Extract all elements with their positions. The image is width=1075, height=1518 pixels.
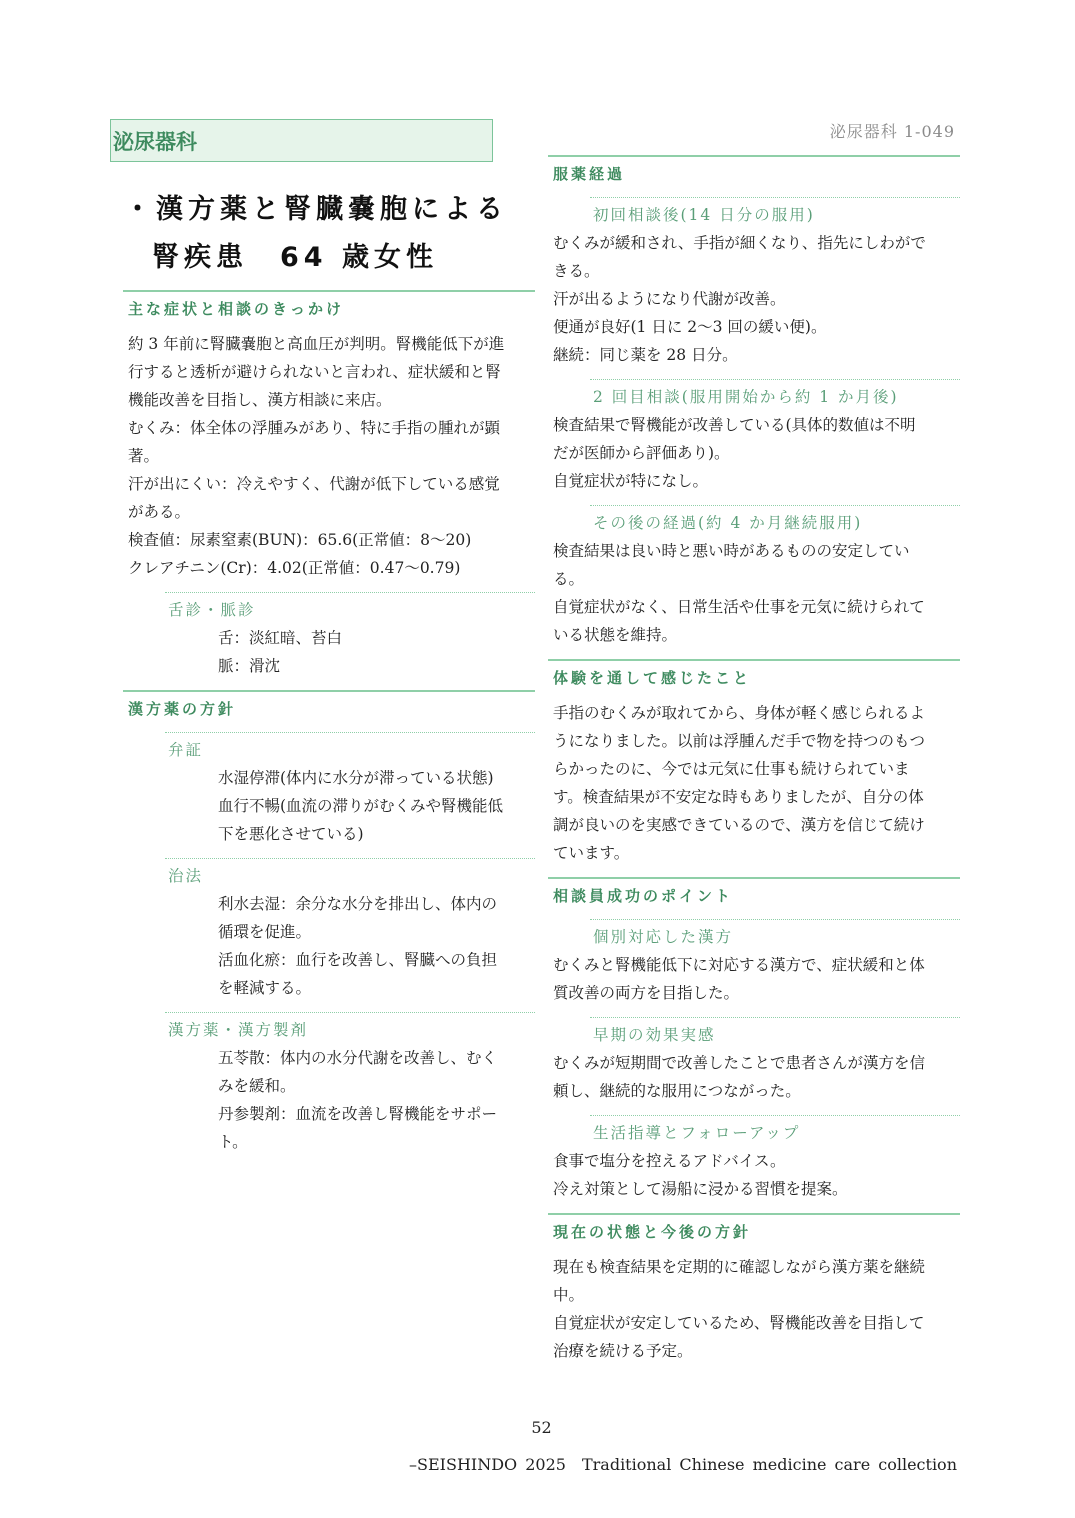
- subsection-heading-text: 治法: [168, 867, 204, 885]
- indented-line: 活血化瘀：血行を改善し、腎臓への負担: [218, 951, 498, 969]
- right-column: [548, 155, 960, 1365]
- body-line: クレアチニン(Cr)：4.02(正常値：0.47～0.79): [128, 559, 461, 577]
- section-heading: [123, 290, 535, 330]
- section-heading: [548, 155, 960, 195]
- section-heading-text: 体験を通して感じたこと: [553, 669, 752, 687]
- page-code: 泌尿器科 1-049: [829, 122, 955, 141]
- body-line: 約 3 年前に腎臓嚢胞と高血圧が判明。腎機能低下が進: [128, 335, 505, 353]
- indented-line: 五苓散：体内の水分代謝を改善し、むく: [218, 1049, 498, 1067]
- body-line: 検査結果で腎機能が改善している(具体的数値は不明: [553, 416, 916, 434]
- body-line: むくみ：体全体の浮腫みがあり、特に手指の腫れが顕: [128, 419, 501, 437]
- subsection-heading: [165, 592, 535, 624]
- subsection-heading-text: 漢方薬・漢方製剤: [168, 1021, 309, 1039]
- subsection-heading: [590, 919, 960, 951]
- indented-line: 丹参製剤：血流を改善し腎機能をサポー: [218, 1105, 498, 1123]
- section-heading: [548, 659, 960, 699]
- indented-line: 脈：滑沈: [218, 657, 281, 675]
- body-line: ています。: [553, 844, 630, 862]
- body-line: 著。: [128, 447, 160, 465]
- section-heading-text: 漢方薬の方針: [128, 700, 237, 718]
- subsection-heading-text: 初回相談後(14 日分の服用): [593, 206, 815, 224]
- section-heading-text: 服薬経過: [553, 165, 626, 183]
- body-line: 自覚症状が特になし。: [553, 472, 709, 490]
- body-line: むくみが緩和され、手指が細くなり、指先にしわがで: [553, 234, 926, 252]
- subsection-heading: [590, 1115, 960, 1147]
- indented-line: を軽減する。: [218, 979, 312, 997]
- body-line: むくみが短期間で改善したことで患者さんが漢方を信: [553, 1054, 926, 1072]
- body-line: 機能改善を目指し、漢方相談に来店。: [128, 391, 392, 409]
- subsection-heading: [165, 858, 535, 890]
- title-text-1: 漢方薬と腎臓嚢胞による: [156, 194, 508, 225]
- subsection-heading-text: 早期の効果実感: [593, 1026, 716, 1044]
- department-tab: [110, 119, 493, 162]
- subsection-heading: [165, 732, 535, 764]
- body-line: 汗が出にくい：冷えやすく、代謝が低下している感覚: [128, 475, 500, 493]
- page-number: 52: [531, 1418, 552, 1437]
- title-bullet: ・: [124, 194, 156, 225]
- body-line: 行すると透析が避けられないと言われ、症状緩和と腎: [128, 363, 501, 381]
- indented-line: みを緩和。: [218, 1077, 296, 1095]
- section-heading: [548, 1213, 960, 1253]
- body-line: す。検査結果が不安定な時もありましたが、自分の体: [553, 788, 924, 806]
- body-line: 中。: [553, 1286, 585, 1304]
- indented-line: ト。: [218, 1133, 248, 1151]
- body-line: 検査値：尿素窒素(BUN)：65.6(正常値：8～20): [128, 531, 472, 549]
- body-line: 手指のむくみが取れてから、身体が軽く感じられるよ: [553, 704, 926, 722]
- body-line: うになりました。以前は浮腫んだ手で物を持つのもつ: [553, 732, 926, 750]
- subsection-heading: [590, 505, 960, 537]
- indented-line: 利水去湿：余分な水分を排出し、体内の: [218, 895, 498, 913]
- subsection-heading-text: 個別対応した漢方: [593, 928, 734, 946]
- body-line: 汗が出るようになり代謝が改善。: [553, 290, 786, 308]
- subsection-heading-text: 2 回目相談(服用開始から約 1 か月後): [593, 388, 899, 406]
- indented-line: 循環を促進。: [218, 923, 312, 941]
- body-line: 現在も検査結果を定期的に確認しながら漢方薬を継続: [553, 1258, 926, 1276]
- body-line: 治療を続ける予定。: [553, 1342, 693, 1360]
- subsection-heading-text: 舌診・脈診: [168, 601, 256, 619]
- body-line: むくみと腎機能低下に対応する漢方で、症状緩和と体: [553, 956, 925, 974]
- body-line: 自覚症状が安定しているため、腎機能改善を目指して: [553, 1314, 925, 1332]
- body-line: 便通が良好(1 日に 2～3 回の緩い便)。: [553, 318, 827, 336]
- body-line: 自覚症状がなく、日常生活や仕事を元気に続けられて: [553, 598, 925, 616]
- indented-line: 水湿停滞(体内に水分が滞っている状態): [218, 769, 494, 787]
- body-line: 頼し、継続的な服用につながった。: [553, 1082, 801, 1100]
- indented-line: 血行不暢(血流の滞りがむくみや腎機能低: [218, 797, 504, 815]
- body-line: だが医師から評価あり)。: [553, 444, 730, 462]
- body-line: 質改善の両方を目指した。: [553, 984, 740, 1002]
- department-label: 泌尿器科: [113, 130, 197, 154]
- section-heading: [548, 877, 960, 917]
- body-line: いる状態を維持。: [553, 626, 678, 644]
- footer-credit: –SEISHINDO 2025 Traditional Chinese medicine care collection: [409, 1455, 957, 1474]
- title-line-1: [124, 186, 508, 234]
- body-line: る。: [553, 570, 585, 588]
- body-line: 食事で塩分を控えるアドバイス。: [553, 1152, 786, 1170]
- subsection-heading: [590, 197, 960, 229]
- title-line-2: 腎疾患 64 歳女性: [152, 242, 438, 273]
- subsection-heading: [165, 1012, 535, 1044]
- body-line: 冷え対策として湯船に浸かる習慣を提案。: [553, 1180, 848, 1198]
- body-line: 継続：同じ薬を 28 日分。: [553, 346, 738, 364]
- body-line: がある。: [128, 503, 191, 521]
- section-heading-text: 現在の状態と今後の方針: [553, 1223, 752, 1241]
- body-line: 調が良いのを実感できているので、漢方を信じて続け: [553, 816, 925, 834]
- body-line: 検査結果は良い時と悪い時があるものの安定してい: [553, 542, 910, 560]
- body-line: きる。: [553, 262, 600, 280]
- subsection-heading-text: その後の経過(約 4 か月継続服用): [593, 514, 863, 532]
- subsection-heading-text: 生活指導とフォローアップ: [593, 1124, 801, 1142]
- section-heading: [123, 690, 535, 730]
- subsection-heading-text: 弁証: [168, 741, 204, 759]
- subsection-heading: [590, 1017, 960, 1049]
- body-line: らかったのに、今では元気に仕事も続けられていま: [553, 760, 910, 778]
- subsection-heading: [590, 379, 960, 411]
- indented-line: 下を悪化させている): [218, 825, 364, 843]
- indented-line: 舌：淡紅暗、苔白: [218, 629, 343, 647]
- section-heading-text: 主な症状と相談のきっかけ: [128, 300, 345, 318]
- page-title: [124, 186, 508, 282]
- section-heading-text: 相談員成功のポイント: [553, 887, 734, 905]
- left-column: [123, 290, 535, 1156]
